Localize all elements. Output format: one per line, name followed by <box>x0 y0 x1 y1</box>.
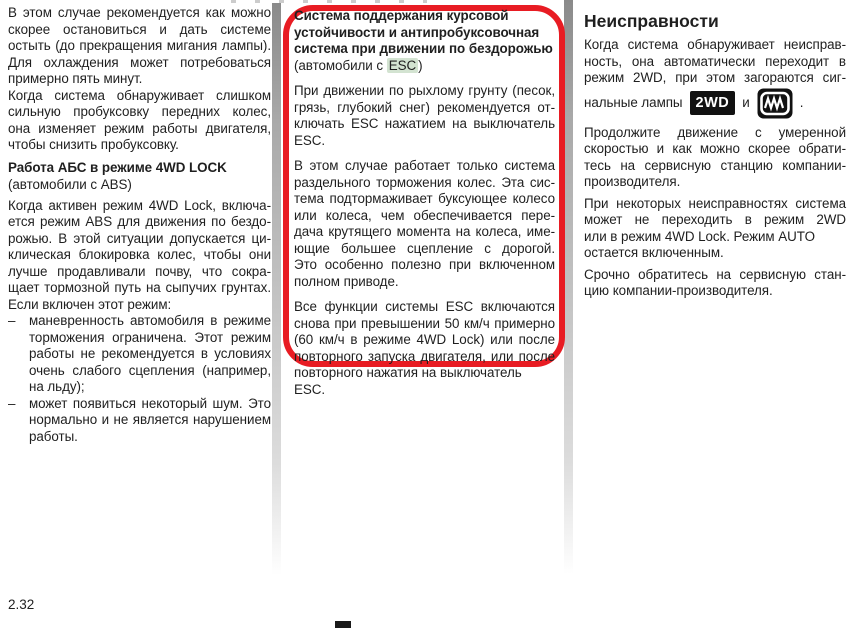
paragraph <box>584 196 846 262</box>
page-scan-shadow-left <box>272 3 281 593</box>
text-line: Работа АБС в режиме 4WD LOCK <box>8 159 227 175</box>
text-line: (автомобили с ABS) <box>8 177 132 192</box>
text-line: торможения ограничена. Этот режим <box>29 329 271 345</box>
column-right-malfunctions <box>584 6 846 300</box>
paragraph <box>294 158 555 290</box>
text-line: рожью. В этой ситуации допускается ци- <box>8 230 271 246</box>
text-line: полном приводе. <box>294 273 399 289</box>
text-line: (60 км/ч в режиме 4WD Lock) или после <box>294 332 555 347</box>
text-line: повторного запуска двигателя, или после <box>294 348 555 364</box>
text-line: или колеса, чем обеспечивается пере- <box>294 207 555 223</box>
text-line: В этом случае рекомендуется как можно <box>8 5 271 20</box>
text-line: маневренность автомобиля в режиме <box>29 313 271 328</box>
text-line: скоростью и как можно скорее обрати- <box>584 141 846 156</box>
list-item-text <box>29 313 271 396</box>
list-item <box>8 396 271 446</box>
text-line: работы. <box>29 428 78 444</box>
column-middle-esc-section <box>294 8 555 398</box>
text-line: Это особенно полезно при включенном <box>294 257 555 272</box>
text-line: При движении по рыхлому грунту (песок, <box>294 83 555 98</box>
text-line: Для охлаждения может потребоваться <box>8 54 271 70</box>
text-line: Продолжите движение с умеренной <box>584 124 846 140</box>
page-scan-shadow-right <box>564 0 573 592</box>
2wd-indicator-badge: 2WD <box>690 91 736 115</box>
text-line: лучше продавливали почву, что сокра- <box>8 263 271 279</box>
text-line: Если включен этот режим: <box>8 296 172 312</box>
text-line: работы не рекомендуется в условиях <box>29 346 271 361</box>
text-line: цию компании-производителя. <box>584 283 773 298</box>
list-marker: – <box>8 313 16 328</box>
text-line: может не переходить в режим 2WD <box>584 212 846 227</box>
block-heading <box>294 8 555 58</box>
text-line: дача крутящего момента на колеса, име- <box>294 224 555 239</box>
text-line: она изменяет режим работы двигателя, <box>8 120 271 136</box>
text-line: тема подтормаживает буксующее колесо <box>294 191 555 206</box>
paragraph <box>294 299 555 398</box>
esc-highlight: ESC <box>388 57 417 73</box>
text-line: может появиться некоторый шум. Это <box>29 395 271 411</box>
paragraph <box>294 83 555 149</box>
warning-lamps-line <box>584 87 846 120</box>
paragraph <box>8 177 271 194</box>
text-span: (автомобили с <box>294 57 387 73</box>
text-line: В этом случае работает только система <box>294 158 555 173</box>
text-line: щает тормозной путь на сыпучих грунтах. <box>8 280 271 295</box>
paragraph <box>8 88 271 154</box>
text-line: сильную пробуксовку передних колес, <box>8 104 271 119</box>
text-line: на льду); <box>29 379 85 394</box>
paragraph <box>8 198 271 314</box>
text-span: и <box>742 94 750 110</box>
text-line: ность, она автоматически переходит в <box>584 53 846 69</box>
list-item-text <box>29 396 271 446</box>
text-line: При некоторых неисправностях система <box>584 195 846 211</box>
page-number: 2.32 <box>8 597 35 612</box>
4wd-warning-lamp-icon <box>757 88 793 119</box>
cropped-text-artifact <box>231 0 427 3</box>
text-line: грязь, глубокий снег) рекомендуется от- <box>294 99 555 115</box>
text-span: ) <box>418 57 423 73</box>
list-item <box>8 313 271 396</box>
text-span: . <box>799 94 804 110</box>
text-line: очень слабого сцепления (например, <box>29 362 271 378</box>
text-line: ESC. <box>294 132 326 148</box>
text-line: повторного нажатия на выключатель ESC. <box>294 365 522 397</box>
text-line: Система поддержания курсовой <box>294 8 509 23</box>
text-line: раздельного торможения колес. Эта сис- <box>294 174 555 190</box>
text-line: остыть (до прекращения мигания лампы). <box>8 38 271 53</box>
text-line: Все функции системы ESC включаются <box>294 299 555 314</box>
paragraph <box>8 5 271 88</box>
text-line: ющие большее сцепление с дорогой. <box>294 240 555 256</box>
text-line: или в режим 4WD Lock. Режим AUTO <box>584 228 815 244</box>
text-line: Когда система обнаруживает неисправ- <box>584 37 846 52</box>
paragraph <box>584 37 846 87</box>
text-line: Срочно обратитесь на сервисную стан- <box>584 266 846 282</box>
text-line: система при движении по бездорожью <box>294 41 553 56</box>
text-line: ключать ESC нажатием на выключатель <box>294 116 555 131</box>
section-heading: Неисправности <box>584 11 719 31</box>
text-line: тесь на сервисную станцию компании- <box>584 157 846 173</box>
list-marker: – <box>8 395 16 411</box>
text-line: режим 2WD, при этом загораются сиг- <box>584 70 846 85</box>
text-line: производителя. <box>584 174 681 189</box>
text-line: чтобы снизить пробуксовку. <box>8 137 179 152</box>
text-span: нальные лампы <box>584 94 683 110</box>
text-line: остается включенным. <box>584 245 724 260</box>
text-line: ется режим ABS для движения по бездо- <box>8 214 271 229</box>
paragraph <box>584 267 846 300</box>
column-left <box>8 5 271 445</box>
text-line: устойчивости и антипробуксовочная <box>294 24 540 40</box>
page-fold-mark <box>335 621 351 628</box>
block-heading <box>8 160 271 177</box>
text-line: клическая блокировка колес, чтобы они <box>8 247 271 262</box>
text-line: снова при превышении 50 км/ч примерно <box>294 315 555 331</box>
paragraph <box>584 125 846 191</box>
text-line: Когда система обнаруживает слишком <box>8 87 271 103</box>
text-line: Когда активен режим 4WD Lock, включа- <box>8 197 271 213</box>
text-line: скорее остановиться и дать системе <box>8 21 271 37</box>
text-line: нормально и не является нарушением <box>29 412 271 427</box>
esc-variant-line <box>294 58 555 75</box>
text-line: примерно пять минут. <box>8 71 143 86</box>
